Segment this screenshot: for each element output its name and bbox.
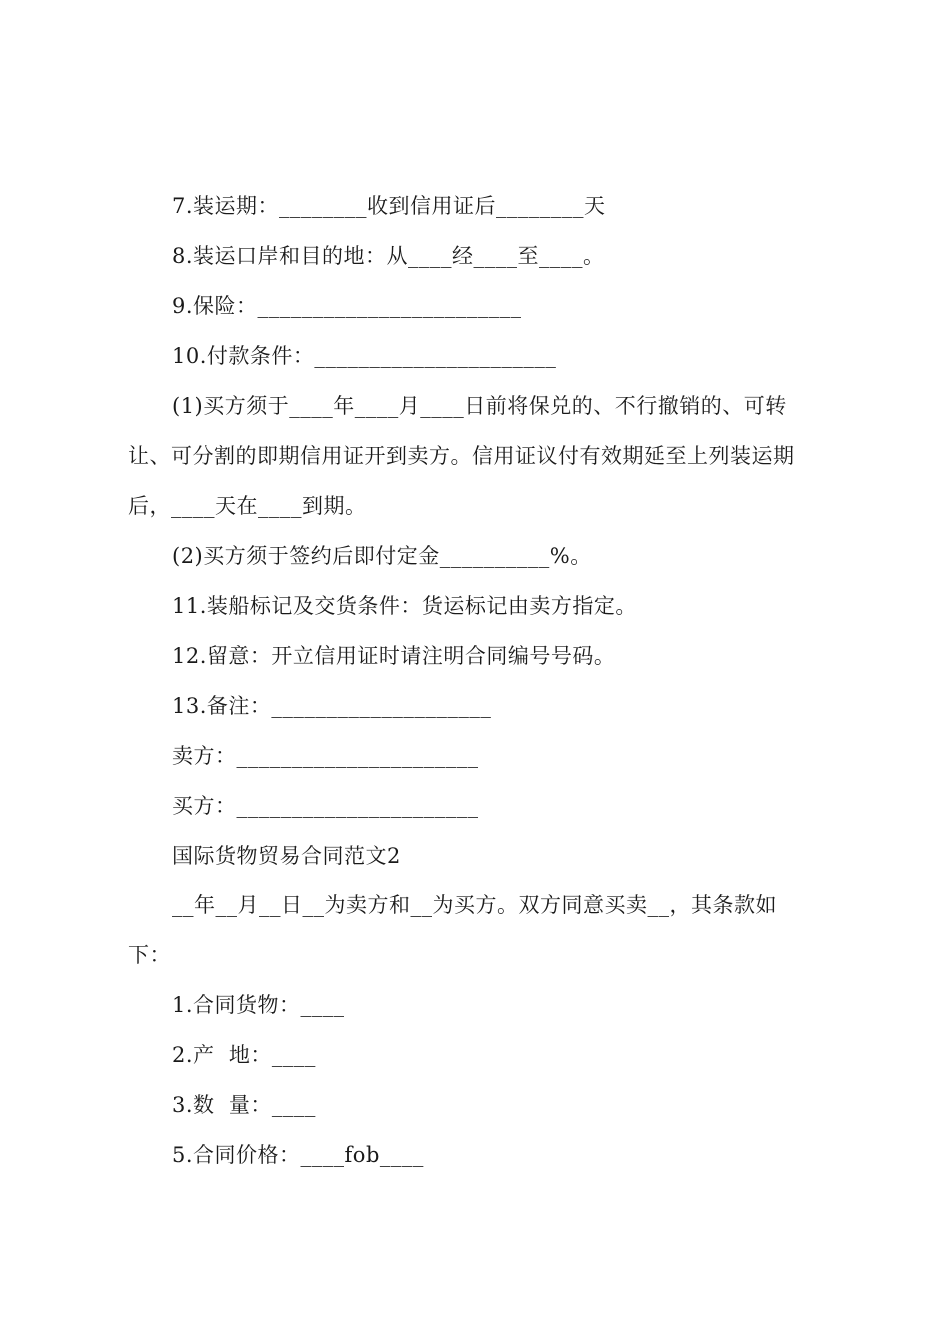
buyer-signature-line: 买方：______________________ [172,794,479,818]
clause-shipping-marks: 11.装船标记及交货条件：货运标记由卖方指定。 [172,594,637,618]
clause-ports: 8.装运口岸和目的地：从____经____至____。 [172,244,605,268]
payment-subclause-2: (2)买方须于签约后即付定金__________%。 [172,544,592,568]
payment-subclause-1-line-1: (1)买方须于____年____月____日前将保兑的、不行撤销的、可转 [172,394,787,418]
payment-subclause-1-line-2: 让、可分割的即期信用证开到卖方。信用证议付有效期延至上列装运期 [128,444,795,468]
clause-shipment-period: 7.装运期：________收到信用证后________天 [172,194,606,218]
clause-quantity: 3.数 量：____ [172,1093,316,1117]
section-title: 国际货物贸易合同范文2 [172,844,401,868]
intro-line-2: 下： [128,943,171,967]
clause-notice: 12.留意：开立信用证时请注明合同编号号码。 [172,644,616,668]
clause-origin: 2.产 地：____ [172,1043,316,1067]
payment-subclause-1-line-3: 后，____天在____到期。 [128,494,367,518]
seller-signature-line: 卖方：______________________ [172,744,479,768]
clause-goods: 1.合同货物：____ [172,993,345,1017]
clause-remarks: 13.备注：____________________ [172,694,492,718]
clause-insurance: 9.保险：________________________ [172,294,522,318]
intro-line-1: __年__月__日__为卖方和__为买方。双方同意买卖__，其条款如 [172,893,777,917]
clause-payment-terms: 10.付款条件：______________________ [172,344,557,368]
clause-price: 5.合同价格：____fob____ [172,1143,424,1167]
